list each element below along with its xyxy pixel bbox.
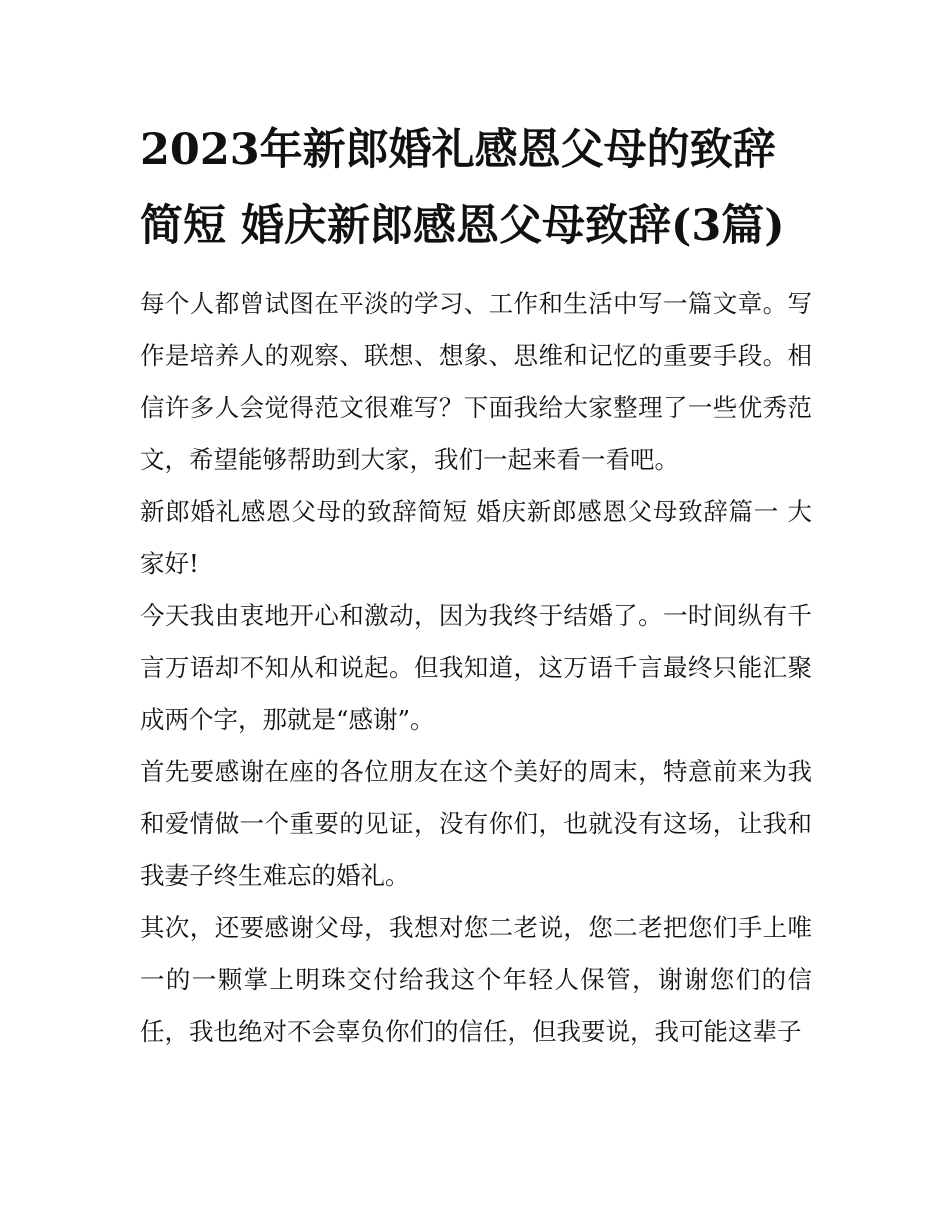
paragraph-thanks-friends: 首先要感谢在座的各位朋友在这个美好的周末，特意前来为我和爱情做一个重要的见证，没有你们，也就没有这场，让我和我妻子终生难忘的婚礼。: [140, 757, 812, 890]
paragraph-gratitude: 今天我由衷地开心和激动，因为我终于结婚了。一时间纵有千言万语却不知从和说起。但我知道，这万语千言最终只能汇聚成两个字，那就是“感谢”。: [140, 601, 812, 734]
document-page: [140, 112, 812, 1058]
paragraph-intro: 每个人都曾试图在平淡的学习、工作和生活中写一篇文章。写作是培养人的观察、联想、想象、思维和记忆的重要手段。相信许多人会觉得范文很难写？下面我给大家整理了一些优秀范文，希望能够帮助到大家，我们一起来看一看吧。: [140, 289, 812, 474]
paragraph-thanks-parents: 其次，还要感谢父母，我想对您二老说，您二老把您们手上唯一的一颗掌上明珠交付给我这个年轻人保管，谢谢您们的信任，我也绝对不会辜负你们的信任，但我要说，我可能这辈子: [140, 913, 812, 1046]
paragraph-section-heading: 新郎婚礼感恩父母的致辞简短 婚庆新郎感恩父母致辞篇一 大家好!: [140, 497, 812, 578]
document-title: 2023年新郎婚礼感恩父母的致辞简短 婚庆新郎感恩父母致辞(3篇): [140, 125, 785, 251]
